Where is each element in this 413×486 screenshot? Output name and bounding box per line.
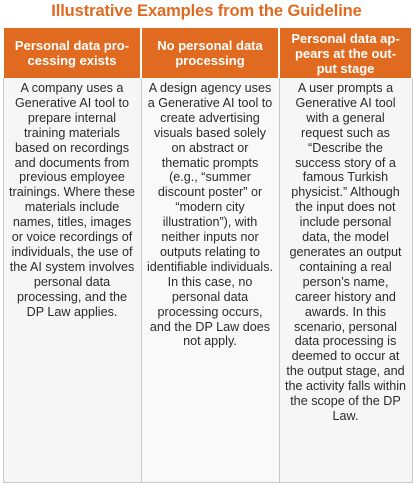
column-header-processing-exists: Personal data pro-cessing exists — [3, 28, 141, 78]
page-title: Illustrative Examples from the Guideline — [51, 2, 362, 20]
cell-text-output-stage: A user prompts a Generative AI tool with a general request such as “Describe the success story of a famous Turkish physicist.” Although the input does not include personal data, the model generates an output containing a real person’s name, career history and awards. In this scenario, personal data processing is deemed to occur at the output stage, and the activity falls within the scope of the DP Law. — [284, 81, 407, 423]
cell-text-processing-exists: A company uses a Generative AI tool to prepare internal training materials based on recordings and documents from previous employee trainings. Where these materials include names, titles, images or voice recordings of individuals, the use of the AI system involves personal data processing, and the DP Law applies. — [9, 81, 135, 319]
cell-output-stage — [279, 78, 412, 482]
table-row — [3, 78, 412, 482]
cell-processing-exists — [3, 78, 141, 482]
examples-table — [2, 28, 413, 483]
cell-text-no-processing: A design agency uses a Generative AI tool to create advertising visuals based solely on abstract or thematic prompts (e.g., “summer discount poster” or “modern city illustration”), with neither inputs nor outputs relating to identifiable individuals. In this case, no personal data processing occurs, and the DP Law does not apply. — [146, 81, 274, 349]
column-header-output-stage: Personal data ap-pears at the out-put stage — [279, 28, 412, 78]
table-header-row — [3, 28, 412, 78]
column-header-no-processing: No personal data processing — [141, 28, 279, 78]
cell-no-processing — [141, 78, 279, 482]
